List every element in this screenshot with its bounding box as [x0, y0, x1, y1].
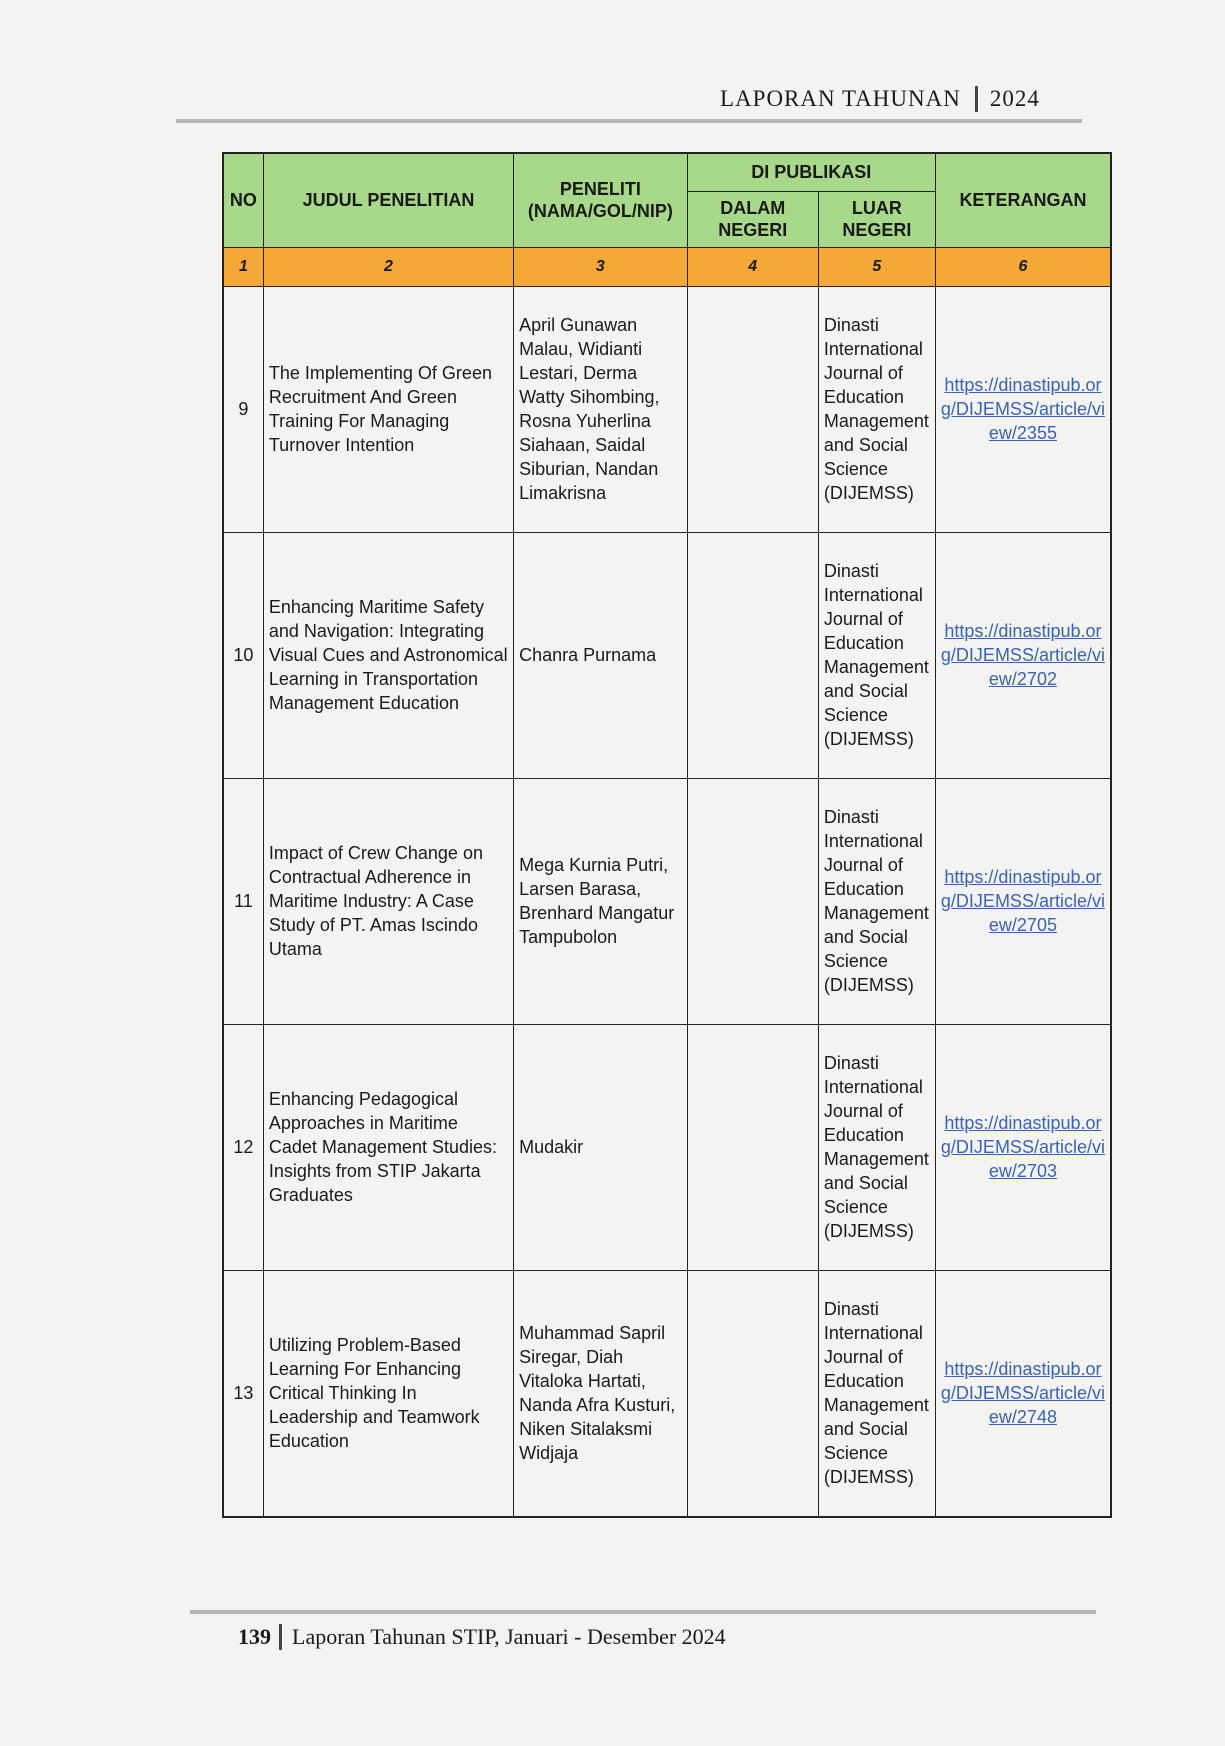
column-index: 5: [818, 247, 935, 286]
header-rule: [176, 119, 1082, 123]
research-title: The Implementing Of Green Recruitment And Green Training For Managing Turnover Intention: [263, 286, 513, 532]
col-header-publikasi: DI PUBLIKASI: [687, 153, 935, 191]
remarks: [935, 532, 1111, 778]
table-row: [223, 778, 1111, 1024]
row-number: 12: [223, 1024, 263, 1270]
researchers: [514, 286, 688, 532]
row-number: 10: [223, 532, 263, 778]
peneliti-header-line2: (NAMA/GOL/NIP): [527, 201, 673, 222]
researcher-line: Mega Kurnia Putri,: [519, 855, 669, 875]
researchers: [514, 1024, 688, 1270]
row-number: 11: [223, 778, 263, 1024]
table-row: [223, 532, 1111, 778]
col-header-keterangan: KETERANGAN: [935, 153, 1111, 247]
researcher-line: Niken Sitalaksmi Widjaja: [519, 1419, 653, 1463]
header-year: 2024: [989, 86, 1040, 111]
researcher-line: Mudakir: [519, 1137, 584, 1157]
column-index: 1: [223, 247, 263, 286]
domestic-publication: [687, 1270, 818, 1517]
research-title: Utilizing Problem-Based Learning For Enhancing Critical Thinking In Leadership and Teamwork Education: [263, 1270, 513, 1517]
remarks: [935, 286, 1111, 532]
table-row: [223, 286, 1111, 532]
row-number: 13: [223, 1270, 263, 1517]
research-table: [222, 152, 1112, 1518]
column-index: 3: [514, 247, 688, 286]
article-link[interactable]: https://dinastipub.org/DIJEMSS/article/view/2702: [940, 621, 1105, 689]
researcher-line: April Gunawan Malau, Widianti Lestari, Derma Watty Sihombing, Rosna Yuherlina Siahaan, Saidal Siburian, Nandan Limakrisna: [519, 315, 660, 503]
research-title: Impact of Crew Change on Contractual Adherence in Maritime Industry: A Case Study of PT. Amas Iscindo Utama: [263, 778, 513, 1024]
remarks: [935, 1270, 1111, 1517]
dalam-header-line2: NEGERI: [718, 220, 788, 240]
international-publication: Dinasti International Journal of Education Management and Social Science (DIJEMSS): [818, 1270, 935, 1517]
page-number: 139: [238, 1624, 282, 1650]
col-header-no: NO: [223, 153, 263, 247]
international-publication: Dinasti International Journal of Education Management and Social Science (DIJEMSS): [818, 532, 935, 778]
peneliti-header-line1: PENELITI: [559, 179, 641, 200]
remarks: [935, 778, 1111, 1024]
page-footer: [238, 1618, 726, 1656]
column-index: 6: [935, 247, 1111, 286]
domestic-publication: [687, 532, 818, 778]
table-row: [223, 1024, 1111, 1270]
researcher-line: Larsen Barasa, Brenhard Mangatur Tampubolon: [519, 879, 675, 947]
researcher-line: Nanda Afra Kusturi,: [519, 1395, 676, 1415]
remarks: [935, 1024, 1111, 1270]
row-number: 9: [223, 286, 263, 532]
article-link[interactable]: https://dinastipub.org/DIJEMSS/article/view/2705: [940, 867, 1105, 935]
dalam-header-line1: DALAM: [720, 198, 786, 218]
article-link[interactable]: https://dinastipub.org/DIJEMSS/article/view/2355: [940, 375, 1105, 443]
researcher-line: Chanra Purnama: [519, 645, 657, 665]
domestic-publication: [687, 286, 818, 532]
footer-text: Laporan Tahunan STIP, Januari - Desember 2024: [292, 1624, 726, 1649]
article-link[interactable]: https://dinastipub.org/DIJEMSS/article/view/2748: [940, 1359, 1105, 1427]
researchers: [514, 1270, 688, 1517]
research-title: Enhancing Maritime Safety and Navigation: Integrating Visual Cues and Astronomical Learning in Transportation Management Education: [263, 532, 513, 778]
page-header: [720, 78, 1040, 120]
table-body: [223, 247, 1111, 1517]
col-header-peneliti: [514, 153, 688, 247]
international-publication: Dinasti International Journal of Education Management and Social Science (DIJEMSS): [818, 778, 935, 1024]
col-header-judul: JUDUL PENELITIAN: [263, 153, 513, 247]
research-title: Enhancing Pedagogical Approaches in Maritime Cadet Management Studies: Insights from STIP Jakarta Graduates: [263, 1024, 513, 1270]
researchers: [514, 532, 688, 778]
table-row: [223, 1270, 1111, 1517]
international-publication: Dinasti International Journal of Education Management and Social Science (DIJEMSS): [818, 286, 935, 532]
luar-header-line1: LUAR: [851, 198, 902, 218]
luar-header-line2: NEGERI: [842, 220, 912, 240]
col-header-dalam-negeri: [687, 191, 818, 247]
domestic-publication: [687, 1024, 818, 1270]
researcher-line: Muhammad Sapril Siregar, Diah Vitaloka Hartati,: [519, 1323, 666, 1391]
col-header-luar-negeri: [818, 191, 935, 247]
column-index-row: [223, 247, 1111, 286]
researchers: [514, 778, 688, 1024]
footer-rule: [190, 1610, 1096, 1614]
column-index: 2: [263, 247, 513, 286]
column-index: 4: [687, 247, 818, 286]
international-publication: Dinasti International Journal of Education Management and Social Science (DIJEMSS): [818, 1024, 935, 1270]
header-title: LAPORAN TAHUNAN: [720, 86, 978, 112]
domestic-publication: [687, 778, 818, 1024]
article-link[interactable]: https://dinastipub.org/DIJEMSS/article/view/2703: [940, 1113, 1105, 1181]
